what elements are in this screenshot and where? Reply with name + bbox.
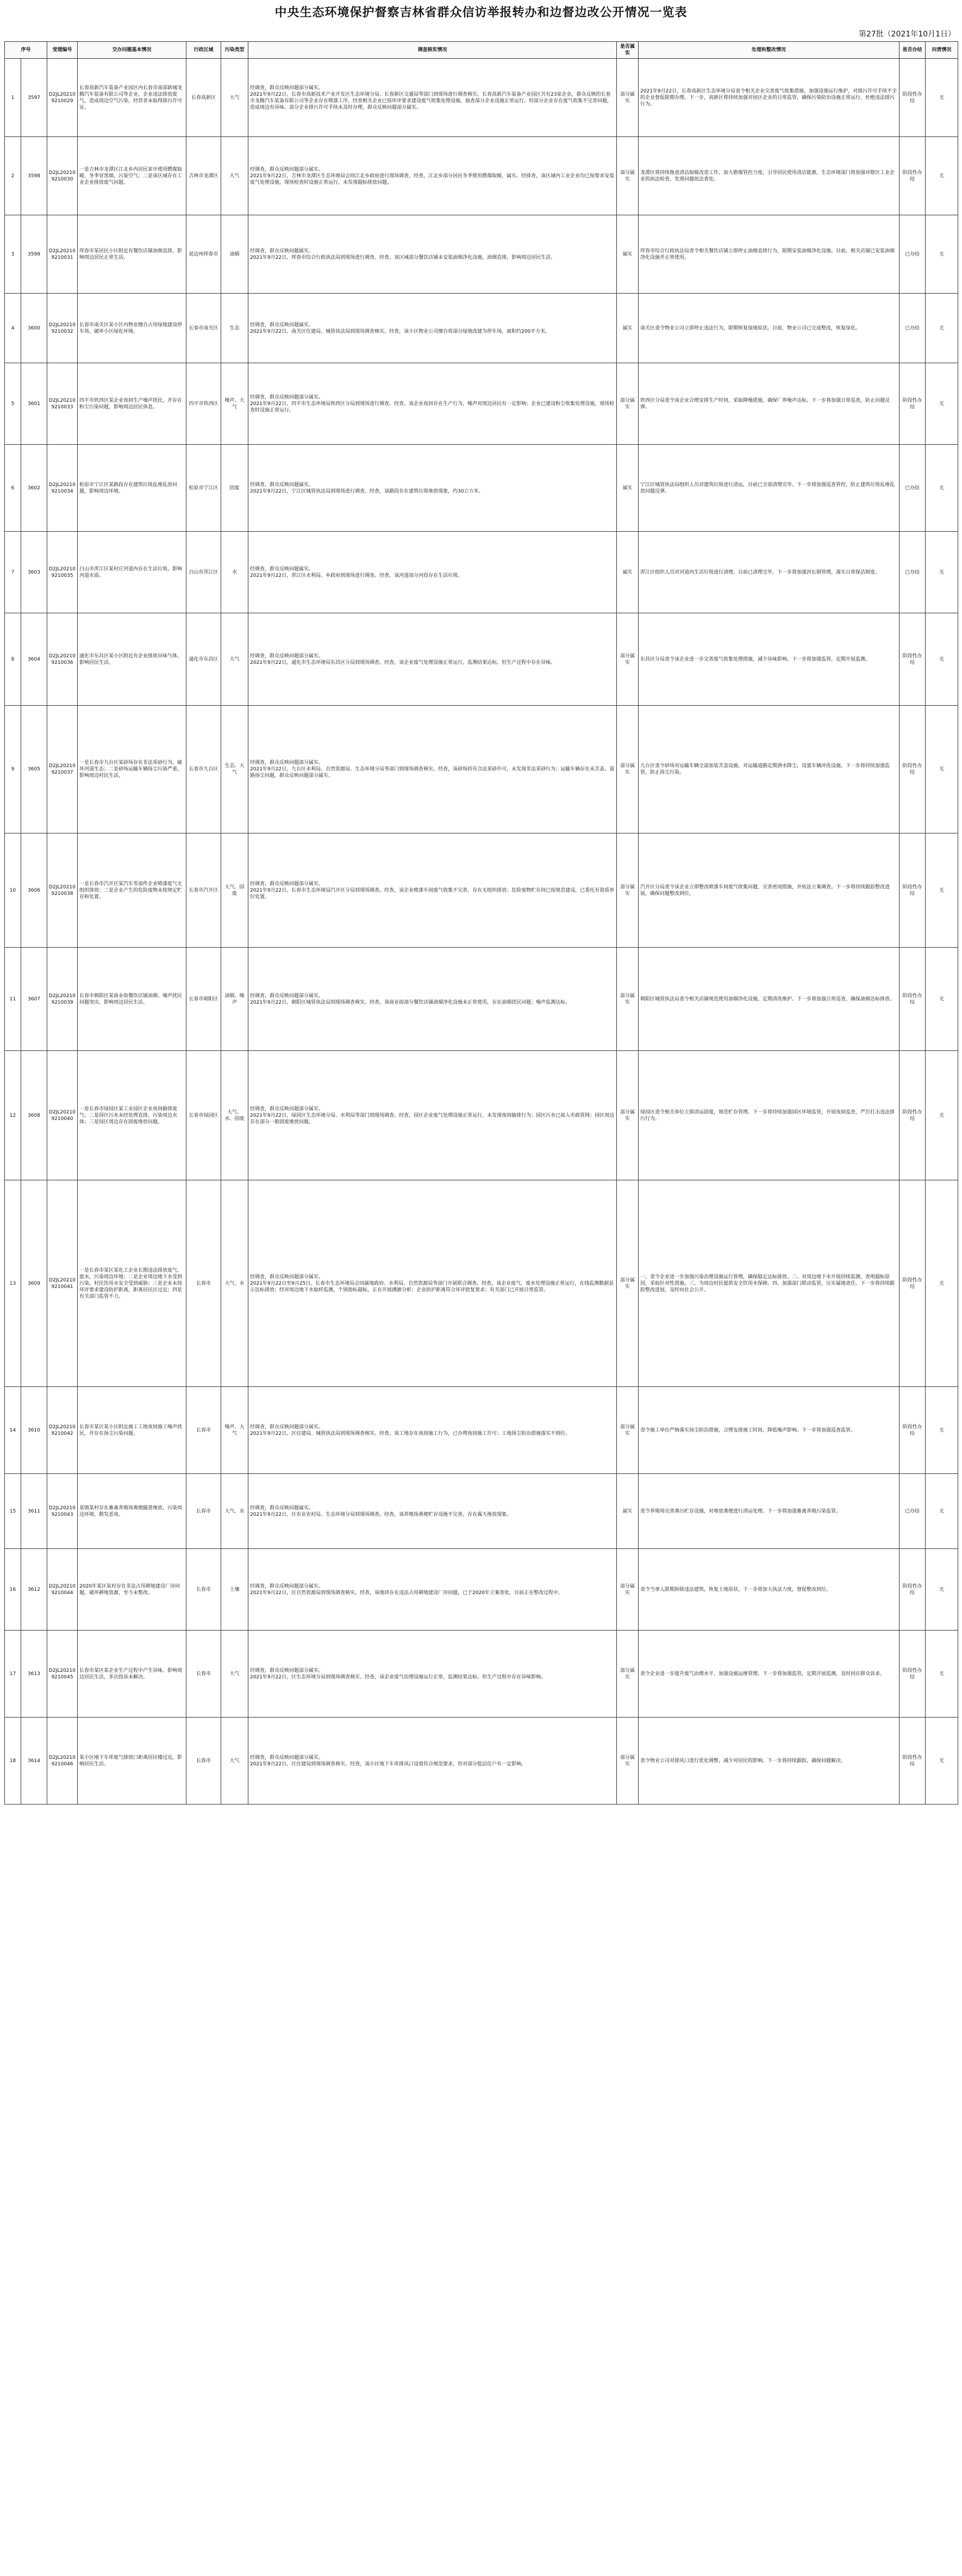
table-row	[5, 613, 958, 706]
row-description: 一是吉林市龙潭区江北乡内居民家中使用燃煤取暖，冬季冒黑烟，污染空气；二是该区域存在工业企业排放废气问题。	[78, 137, 186, 215]
row-real: 部分属实	[617, 59, 639, 137]
row-blame: 无	[926, 137, 958, 215]
row-code: D2JL202109210043	[47, 1474, 78, 1549]
header-done: 是否办结	[899, 42, 926, 59]
row-done: 阶段性办结	[899, 1631, 926, 1718]
batch-date: 第27批（2021年10月1日）	[858, 30, 955, 39]
row-number: 1	[5, 59, 21, 137]
row-blame: 无	[926, 445, 958, 532]
row-done: 阶段性办结	[899, 137, 926, 215]
row-sequence: 3597	[21, 59, 47, 137]
row-check: 经调查，群众反映问题部分属实。 2021年9月22日，吉林市龙潭区生态环境局会同江北乡政府进行现场调查。经查，江北乡部分居民冬季使用燃煤取暖，属实。经排查，该区域内工业企业均已按要求安装废气处理设施，现场检查时设施正常运行，未发现超标排放问题。	[248, 137, 617, 215]
row-real: 部分属实	[617, 1549, 639, 1631]
row-code: D2JL202109210034	[47, 445, 78, 532]
row-check: 经调查，群众反映问题部分属实。 2021年9月22日至9月25日，长春市生态环境局会同属地政府、水利局、自然资源局等部门开展联合调查。经查，该企业废气、废水处理设施正常运行，在线监测数据显示达标排放；经对周边地下水取样监测，个别指标超标，正在开展溯源分析；企业防护距离符合环评批复要求；有关部门已开展日常监管。	[248, 1180, 617, 1387]
row-sequence: 3607	[21, 948, 47, 1051]
row-description: 长春市某区某企业生产过程中产生异味，影响周边居民生活，多次投诉未解决。	[78, 1631, 186, 1718]
row-region: 长春市汽开区	[186, 833, 221, 948]
row-description: 某小区地下车库废气排放口距离居民楼过近，影响居民生活。	[78, 1718, 186, 1805]
row-check: 经调查，群众反映问题部分属实。 2021年9月22日，朝阳区城管执法局到现场调查核实。经查，该商业街部分餐饮店铺油烟净化设施未正常使用，存在油烟扰民问题；噪声监测达标。	[248, 948, 617, 1051]
row-sequence: 3614	[21, 1718, 47, 1805]
row-code: D2JL202109210039	[47, 948, 78, 1051]
row-number: 15	[5, 1474, 21, 1549]
table-row	[5, 294, 958, 363]
header-handle: 处理和整改情况	[639, 42, 899, 59]
row-real: 部分属实	[617, 1051, 639, 1180]
row-done: 阶段性办结	[899, 613, 926, 706]
row-real: 属实	[617, 1474, 639, 1549]
row-code: D2JL202109210032	[47, 294, 78, 363]
row-check: 经调查，群众反映问题部分属实。 2021年9月22日，四平市生态环境局铁西区分局到现场进行调查。经查，该企业夜间存在生产行为，噪声对周边居民有一定影响；企业已建设粉尘收集处理设施，现场检查时设施正常运行。	[248, 363, 617, 445]
table-row	[5, 833, 958, 948]
row-check: 经调查，群众反映问题部分属实。 2021年9月22日，区自然资源局到现场调查核实。经查，该地块存在违法占用耕地建设厂房问题，已于2020年立案查处，目前正在整改过程中。	[248, 1549, 617, 1631]
row-handle: 九台区责令砂场对运输车辆全部加装苫盖设施，对运输道路定期洒水降尘，设置车辆冲洗设施。下一步将持续加强监管，防止扬尘污染。	[639, 706, 899, 833]
row-blame: 无	[926, 1387, 958, 1474]
row-description: 2020年某区某村存在非法占用耕地建设厂房问题，破坏耕地资源，至今未整改。	[78, 1549, 186, 1631]
row-type: 油烟	[221, 215, 248, 294]
row-description: 长春高新汽车装备产业园区内长春市南部新城龙腾汽车装备有限公司等企业，企业违法排放废气，造成周边空气污染，经营者未取得排污许可证。	[78, 59, 186, 137]
row-done: 阶段性办结	[899, 1718, 926, 1805]
row-number: 8	[5, 613, 21, 706]
row-handle: 责令企业进一步提升废气治理水平，加强设施运维管理。下一步将加强监管，定期开展监测，及时回应群众诉求。	[639, 1631, 899, 1718]
row-sequence: 3602	[21, 445, 47, 532]
row-sequence: 3612	[21, 1549, 47, 1631]
row-blame: 无	[926, 613, 958, 706]
row-type: 大气、水、固废	[221, 1051, 248, 1180]
table-row	[5, 1474, 958, 1549]
row-code: D2JL202109210044	[47, 1549, 78, 1631]
row-region: 长春市南关区	[186, 294, 221, 363]
row-handle: 责令养殖场完善粪污贮存设施，对堆放粪便进行清运处理。下一步将加强畜禽养殖污染监管。	[639, 1474, 899, 1549]
row-number: 10	[5, 833, 21, 948]
row-sequence: 3600	[21, 294, 47, 363]
row-number: 2	[5, 137, 21, 215]
row-done: 阶段性办结	[899, 59, 926, 137]
row-real: 属实	[617, 294, 639, 363]
row-done: 阶段性办结	[899, 833, 926, 948]
row-done: 阶段性办结	[899, 1549, 926, 1631]
row-code: D2JL202109210031	[47, 215, 78, 294]
row-done: 阶段性办结	[899, 1180, 926, 1387]
row-code: D2JL202109210035	[47, 532, 78, 613]
table-row	[5, 948, 958, 1051]
row-code: D2JL202109210045	[47, 1631, 78, 1718]
row-blame: 无	[926, 833, 958, 948]
row-region: 长春市	[186, 1180, 221, 1387]
row-region: 长春市	[186, 1718, 221, 1805]
row-description: 四平市铁西区某企业夜间生产噪声扰民，并存在粉尘污染问题，影响周边居民休息。	[78, 363, 186, 445]
complaint-table	[4, 41, 958, 1805]
table-row	[5, 1631, 958, 1718]
row-number: 11	[5, 948, 21, 1051]
row-description: 长春市某区某小区附近施工工地夜间施工噪声扰民，并存在扬尘污染问题。	[78, 1387, 186, 1474]
row-code: D2JL202109210038	[47, 833, 78, 948]
row-blame: 无	[926, 1631, 958, 1718]
row-region: 通化市东昌区	[186, 613, 221, 706]
row-real: 部分属实	[617, 1718, 639, 1805]
row-check: 经调查，群众反映问题属实。 2021年9月22日，宁江区城管执法局到现场进行调查。经查，该路段存在建筑垃圾堆放现象，约30立方米。	[248, 445, 617, 532]
row-check: 经调查，群众反映问题部分属实。 2021年9月22日，区住建局、城管执法局到现场调查核实。经查，该工地存在夜间施工行为，已办理夜间施工许可；工地扬尘防治措施落实不到位。	[248, 1387, 617, 1474]
table-row	[5, 1051, 958, 1180]
table-row	[5, 363, 958, 445]
header-blame: 问责情况	[926, 42, 958, 59]
row-sequence: 3613	[21, 1631, 47, 1718]
row-blame: 无	[926, 706, 958, 833]
row-handle: 责令物业公司对排风口进行优化调整，减少对居民的影响。下一步将持续跟踪，确保问题解决。	[639, 1718, 899, 1805]
row-region: 四平市铁西区	[186, 363, 221, 445]
row-real: 部分属实	[617, 1387, 639, 1474]
row-type: 油烟、噪声	[221, 948, 248, 1051]
row-description: 某镇某村存在畜禽养殖场粪便随意堆放，污染周边环境，散发恶臭。	[78, 1474, 186, 1549]
row-type: 水	[221, 532, 248, 613]
row-check: 经调查，群众反映问题部分属实。 2021年9月22日，九台区水利局、自然资源局、生态环境分局等部门到现场调查核实。经查，该砂场持有合法采砂许可，未发现非法采砂行为；运输车辆存在未苫盖、道路扬尘问题，群众反映问题部分属实。	[248, 706, 617, 833]
row-check: 经调查，群众反映问题部分属实。 2021年9月22日，区生态环境分局到现场调查核实。经查，该企业废气治理设施运行正常，监测结果达标，但生产过程中存在异味影响。	[248, 1631, 617, 1718]
row-check: 经调查，群众反映问题属实。 2021年9月22日，珲春市综合行政执法局到现场进行调查。经查，该区域部分餐饮店铺未安装油烟净化设施，油烟直排，影响周边居民生活。	[248, 215, 617, 294]
row-done: 阶段性办结	[899, 1387, 926, 1474]
header-index: 序号	[5, 42, 47, 59]
row-code: D2JL202109210042	[47, 1387, 78, 1474]
row-number: 7	[5, 532, 21, 613]
row-region: 长春市	[186, 1549, 221, 1631]
row-number: 13	[5, 1180, 21, 1387]
row-number: 14	[5, 1387, 21, 1474]
row-sequence: 3603	[21, 532, 47, 613]
row-check: 经调查，群众反映问题部分属实。 2021年9月22日，长春市高新技术产业开发区生态环境分局、长春新区交通局等部门到现场进行调查核实。长春高新汽车装备产业园区共有23家企业，群众反映的长春市龙腾汽车装备有限公司等企业存在喷漆工序，经查相关企业已按环评要求建设废气收集处理设施，抽查部分企业设施正常运行。但部分企业存在废气收集不完善问题，造成周边有异味。部分企业排污许可手续未及时办理，群众反映问题部分属实。	[248, 59, 617, 137]
row-type: 大气、水	[221, 1180, 248, 1387]
row-real: 部分属实	[617, 948, 639, 1051]
row-blame: 无	[926, 1474, 958, 1549]
row-code: D2JL202109210033	[47, 363, 78, 445]
row-real: 属实	[617, 445, 639, 532]
row-code: D2JL202109210036	[47, 613, 78, 706]
row-number: 3	[5, 215, 21, 294]
header-type: 污染类型	[221, 42, 248, 59]
row-handle: 责令施工单位严格落实扬尘防治措施，合理安排施工时间，降低噪声影响。下一步将加强巡查监管。	[639, 1387, 899, 1474]
row-check: 经调查，群众反映问题部分属实。 2021年9月22日，长春市生态环境局汽开区分局到现场调查。经查，该企业喷漆车间废气收集不完善，存在无组织排放；危险废物贮存间已按规范建设，已委托有资质单位处置。	[248, 833, 617, 948]
row-handle: 2021年9月22日，长春高新区生态环境分局责令相关企业完善废气收集措施，加强设施运行维护，对排污许可手续不全的企业督促限期办理。下一步，高新区将持续加强对园区企业的日常监管，确保污染防治设施正常运行，杜绝违法排污行为。	[639, 59, 899, 137]
row-sequence: 3598	[21, 137, 47, 215]
row-region: 长春市	[186, 1631, 221, 1718]
row-description: 珲春市某居民小区附近有餐饮店铺油烟直排，影响周边居民正常生活。	[78, 215, 186, 294]
row-blame: 无	[926, 363, 958, 445]
row-code: D2JL202109210037	[47, 706, 78, 833]
row-type: 土壤	[221, 1549, 248, 1631]
row-handle: 绿园区责令相关单位立即清运固废，规范贮存管理。下一步将持续加强园区环境监管，开展夜间巡查，严厉打击违法排污行为。	[639, 1051, 899, 1180]
row-description: 白山市浑江区某村庄河道内存在生活垃圾，影响河道水质。	[78, 532, 186, 613]
table-row	[5, 215, 958, 294]
row-type: 固废	[221, 445, 248, 532]
row-sequence: 3611	[21, 1474, 47, 1549]
row-real: 部分属实	[617, 1180, 639, 1387]
document-title: 中央生态环境保护督察吉林省群众信访举报转办和边督边改公开情况一览表	[274, 6, 688, 20]
row-real: 部分属实	[617, 706, 639, 833]
row-code: D2JL202109210046	[47, 1718, 78, 1805]
row-number: 18	[5, 1718, 21, 1805]
row-handle: 东昌区分局责令该企业进一步完善废气收集处理措施，减少异味影响。下一步将加强监管，定期开展监测。	[639, 613, 899, 706]
row-handle: 浑江区组织人员对河道内生活垃圾进行清理，目前已清理完毕。下一步将加强河长制管理，落实日常保洁制度。	[639, 532, 899, 613]
row-region: 松原市宁江区	[186, 445, 221, 532]
row-blame: 无	[926, 294, 958, 363]
row-real: 部分属实	[617, 363, 639, 445]
row-code: D2JL202109210030	[47, 137, 78, 215]
row-description: 通化市东昌区某小区附近有企业排放异味气体，影响居民生活。	[78, 613, 186, 706]
header-code: 受理编号	[47, 42, 78, 59]
header-real: 是否属实	[617, 42, 639, 59]
row-type: 大气、固废	[221, 833, 248, 948]
row-handle: 珲春市综合行政执法局责令相关餐饮店铺立即停止油烟直排行为，限期安装油烟净化设施。目前，相关店铺已安装油烟净化设施并正常使用。	[639, 215, 899, 294]
table-row	[5, 1387, 958, 1474]
row-number: 6	[5, 445, 21, 532]
header-region: 行政区域	[186, 42, 221, 59]
row-done: 阶段性办结	[899, 706, 926, 833]
row-number: 17	[5, 1631, 21, 1718]
row-real: 部分属实	[617, 1631, 639, 1718]
row-handle: 龙潭区将持续推进清洁取暖改造工作，加大散煤管控力度，引导居民使用清洁能源。生态环境部门将加强对辖区工业企业的执法检查，发现问题依法查处。	[639, 137, 899, 215]
row-blame: 无	[926, 215, 958, 294]
row-done: 阶段性办结	[899, 948, 926, 1051]
row-blame: 无	[926, 1718, 958, 1805]
row-done: 已办结	[899, 445, 926, 532]
table-row	[5, 706, 958, 833]
row-done: 阶段性办结	[899, 363, 926, 445]
table-row	[5, 59, 958, 137]
row-real: 属实	[617, 215, 639, 294]
row-type: 大气	[221, 59, 248, 137]
row-handle: 责令当事人限期拆除违法建筑，恢复土地原状。下一步将加大执法力度，督促整改到位。	[639, 1549, 899, 1631]
row-blame: 无	[926, 948, 958, 1051]
row-done: 阶段性办结	[899, 1051, 926, 1180]
row-sequence: 3608	[21, 1051, 47, 1180]
table-row	[5, 1718, 958, 1805]
row-sequence: 3610	[21, 1387, 47, 1474]
row-region: 长春市	[186, 1474, 221, 1549]
row-type: 生态、大气	[221, 706, 248, 833]
row-region: 长春市朝阳区	[186, 948, 221, 1051]
row-handle: 南关区责令物业公司立即停止违法行为，限期恢复绿地原状。目前，物业公司已完成整改，恢复绿化。	[639, 294, 899, 363]
row-done: 已办结	[899, 1474, 926, 1549]
row-handle: 汽开区分局责令该企业立即整改喷漆车间废气收集问题，完善密闭措施，并依法立案调查。下一步将持续跟踪整改进展，确保问题整改到位。	[639, 833, 899, 948]
row-description: 一是长春市绿园区某工业园区企业夜间偷排废气；二是园区污水未经处理直排，污染周边水体；三是园区周边存在固废堆放问题。	[78, 1051, 186, 1180]
row-sequence: 3605	[21, 706, 47, 833]
row-region: 长春市绿园区	[186, 1051, 221, 1180]
row-sequence: 3599	[21, 215, 47, 294]
row-description: 一是长春市某区某化工企业长期违法排放废气、废水，污染周边环境；二是企业周边地下水受到污染，村民饮用水安全受到威胁；三是企业未按环评要求建设防护距离，距离居民区过近；四是有关部门监管不力。	[78, 1180, 186, 1387]
row-description: 一是长春市汽开区某汽车零部件企业喷漆废气无组织排放；二是企业产生的危险废物未按规定贮存和处置。	[78, 833, 186, 948]
row-type: 生态	[221, 294, 248, 363]
row-region: 长春市	[186, 1387, 221, 1474]
row-number: 5	[5, 363, 21, 445]
table-row	[5, 137, 958, 215]
table-header-row	[5, 42, 958, 59]
row-check: 经调查，群众反映问题部分属实。 2021年9月22日，通化市生态环境局东昌区分局到现场调查。经查，该企业废气处理设施正常运行，监测结果达标，但生产过程中存在异味。	[248, 613, 617, 706]
row-number: 12	[5, 1051, 21, 1180]
header-description: 交办问题基本情况	[78, 42, 186, 59]
row-region: 长春市九台区	[186, 706, 221, 833]
row-code: D2JL202109210041	[47, 1180, 78, 1387]
row-handle: 一、责令企业进一步加强污染治理设施运行管理，确保稳定达标排放。二、对周边地下水开展持续监测，查明超标原因，采取针对性措施。三、为周边村民提供安全饮用水保障。四、加强部门联动监管，压实属地责任。下一步将持续跟踪整改进展，及时向社会公开。	[639, 1180, 899, 1387]
row-check: 经调查，群众反映问题属实。 2021年9月22日，南关区住建局、城管执法局到现场调查核实。经查，该小区物业公司擅自将部分绿地改建为停车场，面积约200平方米。	[248, 294, 617, 363]
row-blame: 无	[926, 1180, 958, 1387]
row-check: 经调查，群众反映问题属实。 2021年9月22日，区农业农村局、生态环境分局到现场调查。经查，该养殖场粪便贮存设施不完善，存在露天堆放现象。	[248, 1474, 617, 1549]
row-real: 部分属实	[617, 833, 639, 948]
row-description: 一是长春市九台区某砂场存在非法采砂行为，破坏河道生态；二是砂场运输车辆扬尘污染严重，影响周边村民生活。	[78, 706, 186, 833]
row-description: 长春市南关区某小区内物业擅自占用绿地建设停车场，破坏小区绿化环境。	[78, 294, 186, 363]
row-done: 已办结	[899, 532, 926, 613]
row-done: 已办结	[899, 215, 926, 294]
row-real: 属实	[617, 532, 639, 613]
row-blame: 无	[926, 59, 958, 137]
row-type: 噪声、大气	[221, 363, 248, 445]
row-type: 大气	[221, 613, 248, 706]
row-real: 部分属实	[617, 613, 639, 706]
row-type: 大气、水	[221, 1474, 248, 1549]
row-done: 已办结	[899, 294, 926, 363]
row-handle: 铁西区分局责令该企业合理安排生产时间，采取降噪措施，确保厂界噪声达标。下一步将加强日常巡查，防止问题反弹。	[639, 363, 899, 445]
row-description: 长春市朝阳区某商业街餐饮店铺油烟、噪声扰民问题突出，影响周边居民生活。	[78, 948, 186, 1051]
row-region: 延边州珲春市	[186, 215, 221, 294]
table-row	[5, 445, 958, 532]
row-check: 经调查，群众反映问题属实。 2021年9月22日，浑江区水利局、乡政府到现场进行调查。经查，该河道部分河段存在生活垃圾。	[248, 532, 617, 613]
row-region: 白山市浑江区	[186, 532, 221, 613]
row-number: 4	[5, 294, 21, 363]
row-code: D2JL202109210029	[47, 59, 78, 137]
row-number: 16	[5, 1549, 21, 1631]
row-blame: 无	[926, 1549, 958, 1631]
row-type: 大气	[221, 1718, 248, 1805]
row-check: 经调查，群众反映问题部分属实。 2021年9月22日，绿园区生态环境分局、水利局等部门到现场调查。经查，园区企业废气处理设施正常运行，未发现夜间偷排行为；园区污水已接入市政管网；园区周边存在部分一般固废堆放问题。	[248, 1051, 617, 1180]
row-blame: 无	[926, 1051, 958, 1180]
row-region: 长春高新区	[186, 59, 221, 137]
row-check: 经调查，群众反映问题部分属实。 2021年9月22日，区住建局到现场调查核实。经查，该小区地下车库排风口设置符合规范要求，但对部分低层住户有一定影响。	[248, 1718, 617, 1805]
row-blame: 无	[926, 532, 958, 613]
table-row	[5, 1180, 958, 1387]
row-code: D2JL202109210040	[47, 1051, 78, 1180]
row-description: 松原市宁江区某路段存在建筑垃圾乱堆乱放问题，影响周边环境。	[78, 445, 186, 532]
row-type: 大气	[221, 1631, 248, 1718]
row-number: 9	[5, 706, 21, 833]
row-handle: 朝阳区城管执法局责令相关店铺规范使用油烟净化设施，定期清洗维护。下一步将加强日常巡查，确保油烟达标排放。	[639, 948, 899, 1051]
row-region: 吉林市龙潭区	[186, 137, 221, 215]
row-sequence: 3606	[21, 833, 47, 948]
row-type: 噪声、大气	[221, 1387, 248, 1474]
row-real: 部分属实	[617, 137, 639, 215]
row-type: 大气	[221, 137, 248, 215]
row-sequence: 3609	[21, 1180, 47, 1387]
row-sequence: 3604	[21, 613, 47, 706]
table-row	[5, 1549, 958, 1631]
header-check: 调查核实情况	[248, 42, 617, 59]
table-row	[5, 532, 958, 613]
row-sequence: 3601	[21, 363, 47, 445]
row-handle: 宁江区城管执法局组织人员对建筑垃圾进行清运，目前已全部清理完毕。下一步将加强巡查管控，防止建筑垃圾乱堆乱放问题反弹。	[639, 445, 899, 532]
